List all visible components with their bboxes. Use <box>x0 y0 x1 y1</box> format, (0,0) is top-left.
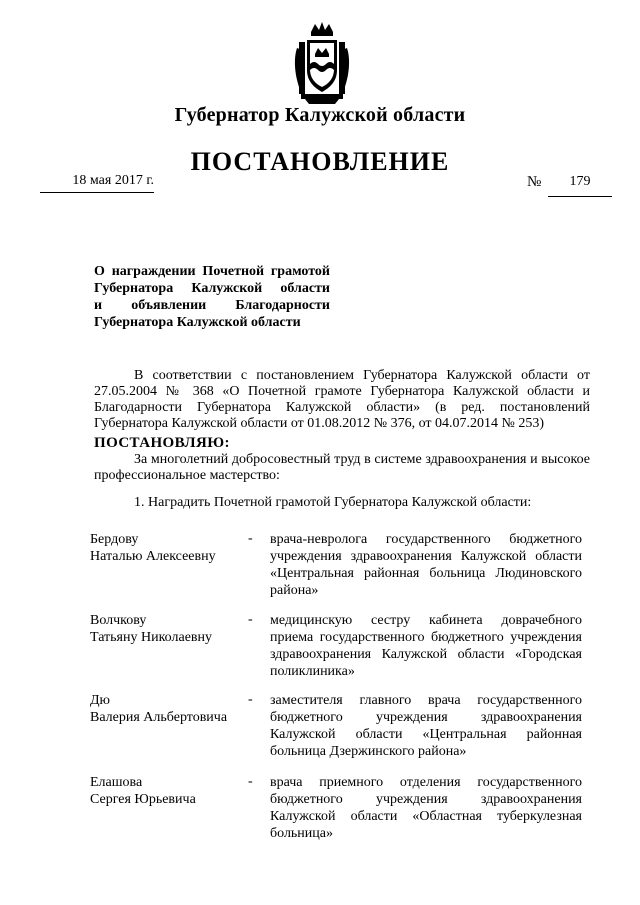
awardee-name <box>90 531 240 565</box>
separator-dash: - <box>248 692 253 707</box>
preamble-paragraph: В соответствии с постановлением Губернатора Калужской области от 27.05.2004 № 368 «О Почетной грамоте Губернатора Калужской области и Благодарности Губернатора Калужской области» (в ред. постановлений Губернатора Калужской области от 01.08.2012 № 376, от 04.07.2014 № 253) <box>94 368 590 431</box>
document-type: ПОСТАНОВЛЕНИЕ <box>190 147 450 176</box>
document-number: 179 <box>548 174 612 197</box>
awardee-surname: Бердову <box>90 532 139 547</box>
document-number-block <box>527 174 591 191</box>
awardee-name <box>90 692 240 726</box>
award-clause: 1. Наградить Почетной грамотой Губернатора Калужской области: <box>134 495 532 510</box>
kaluga-coat-of-arms-icon <box>291 20 353 106</box>
awardee-surname: Волчкову <box>90 613 147 628</box>
awardee-surname: Елашова <box>90 775 143 790</box>
decree-word: ПОСТАНОВЛЯЮ: <box>94 435 230 451</box>
authority-title: Губернатор Калужской области <box>174 104 466 126</box>
awardee-position: медицинскую сестру кабинета доврачебного приема государственного бюджетного учреждения здравоохранения Калужской области «Городская поликлиника» <box>270 613 582 679</box>
subject-line: и объявлении Благодарности <box>94 298 330 313</box>
subject-line: Губернатора Калужской области <box>94 281 330 296</box>
separator-dash: - <box>248 774 253 789</box>
separator-dash: - <box>248 612 253 627</box>
subject-line: О награждении Почетной грамотой <box>94 264 330 279</box>
number-sign: № <box>527 174 542 190</box>
document-subject <box>94 263 330 331</box>
document-date: 18 мая 2017 г. <box>40 173 154 193</box>
subject-line: Губернатора Калужской области <box>94 315 301 330</box>
separator-dash: - <box>248 531 253 546</box>
awardee-position: заместителя главного врача государственного бюджетного учреждения здравоохранения Калужской области «Центральная районная больница Дзержинского района» <box>270 693 582 759</box>
reason-paragraph: За многолетний добросовестный труд в системе здравоохранения и высокое профессиональное мастерство: <box>94 452 590 483</box>
awardee-given-names: Валерия Альбертовича <box>90 710 228 725</box>
awardee-position: врача приемного отделения государственного бюджетного учреждения здравоохранения Калужской области «Областная туберкулезная больница» <box>270 775 582 841</box>
awardee-given-names: Сергея Юрьевича <box>90 792 196 807</box>
awardee-name <box>90 612 240 646</box>
awardee-position: врача-невролога государственного бюджетного учреждения здравоохранения Калужской области «Центральная районная больница Людиновского района» <box>270 532 582 598</box>
awardee-surname: Дю <box>90 693 111 708</box>
awardee-given-names: Татьяну Николаевну <box>90 630 213 645</box>
awardee-name <box>90 774 240 808</box>
awardee-given-names: Наталью Алексеевну <box>90 549 216 564</box>
